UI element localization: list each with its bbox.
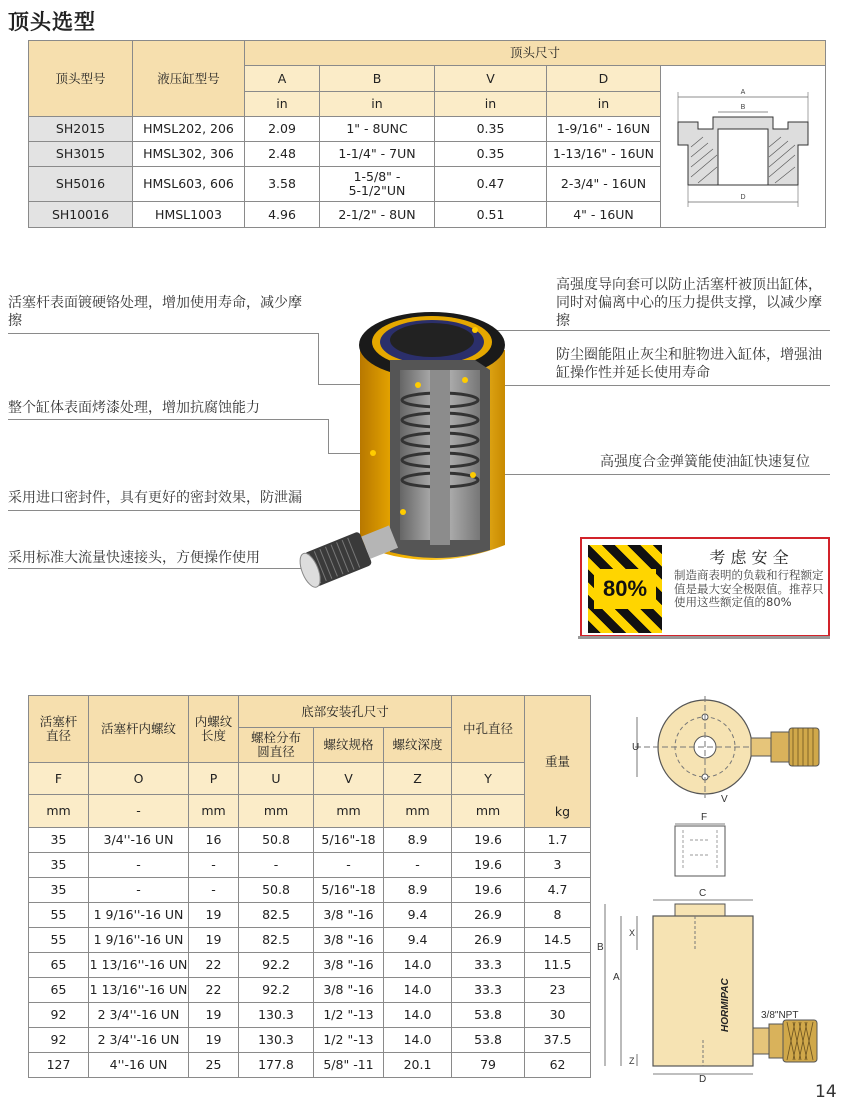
- spec-unit: mm: [189, 795, 239, 828]
- cell-v: 0.35: [435, 117, 547, 142]
- table-row: [29, 953, 591, 978]
- cell-thread-length: 16: [189, 828, 239, 853]
- feature-seals: 采用进口密封件，具有更好的密封效果，防泄漏: [8, 490, 302, 506]
- table-row: [29, 1028, 591, 1053]
- drawing-label-d: D: [699, 1074, 707, 1082]
- cell-weight: 62: [525, 1053, 591, 1078]
- cell-model: SH10016: [29, 202, 133, 228]
- drawing-label-npt: 3/8"NPT: [761, 1010, 799, 1021]
- safety-title: 考 虑 安 全: [709, 548, 789, 567]
- table-row: [29, 903, 591, 928]
- cell-rod-diameter: 55: [29, 903, 89, 928]
- cell-bolt-circle: 130.3: [239, 1003, 314, 1028]
- cell-thread-depth: 14.0: [384, 953, 452, 978]
- col-head-dimensions: 顶头尺寸: [245, 41, 826, 66]
- spec-head-rod-diameter: 活塞杆 直径: [29, 696, 89, 763]
- diagram-label-b: B: [740, 103, 746, 111]
- cell-thread-depth: 20.1: [384, 1053, 452, 1078]
- spec-unit: mm: [384, 795, 452, 828]
- feature-paint: 整个缸体表面烤漆处理，增加抗腐蚀能力: [8, 400, 260, 416]
- letter-z: Z: [384, 763, 452, 795]
- feature-coupler: 采用标准大流量快速接头，方便操作使用: [8, 550, 260, 566]
- spec-head-center-hole: 中孔直径: [452, 696, 525, 763]
- cylinder-cutaway-illustration: [290, 290, 550, 610]
- cell-weight: 23: [525, 978, 591, 1003]
- cell-thread-spec: 1/2 "-13: [314, 1003, 384, 1028]
- cell-b: 1-5/8" - 5-1/2"UN: [320, 167, 435, 202]
- cell-rod-thread: 3/4''-16 UN: [89, 828, 189, 853]
- cell-thread-depth: 14.0: [384, 1003, 452, 1028]
- cell-rod-diameter: 65: [29, 953, 89, 978]
- cell-center-hole: 19.6: [452, 853, 525, 878]
- cell-cylinder: HMSL1003: [133, 202, 245, 228]
- cell-center-hole: 26.9: [452, 928, 525, 953]
- letter-p: P: [189, 763, 239, 795]
- cell-rod-diameter: 35: [29, 828, 89, 853]
- dim-head-v: V: [435, 66, 547, 92]
- cell-d: 4" - 16UN: [547, 202, 661, 228]
- spec-head-thread-spec: 螺纹规格: [314, 728, 384, 763]
- cell-thread-spec: -: [314, 853, 384, 878]
- cell-rod-thread: 1 13/16''-16 UN: [89, 953, 189, 978]
- cell-rod-thread: 1 9/16''-16 UN: [89, 928, 189, 953]
- cell-thread-length: 19: [189, 1003, 239, 1028]
- cell-thread-depth: 14.0: [384, 978, 452, 1003]
- cell-bolt-circle: 82.5: [239, 903, 314, 928]
- cell-center-hole: 26.9: [452, 903, 525, 928]
- cell-thread-depth: 8.9: [384, 828, 452, 853]
- drawing-label-u: U: [632, 742, 640, 753]
- letter-v: V: [314, 763, 384, 795]
- cell-thread-spec: 1/2 "-13: [314, 1028, 384, 1053]
- cylinder-top-view-drawing: [615, 692, 845, 812]
- cylinder-side-view-drawing: [595, 810, 845, 1082]
- spec-unit: mm: [314, 795, 384, 828]
- feature-spring: 高强度合金弹簧能使油缸快速复位: [600, 454, 810, 470]
- unit-v: in: [435, 92, 547, 117]
- safety-text: 制造商表明的负载和行程额定值是最大安全极限值。推荐只使用这些额定值的80%: [674, 568, 824, 609]
- table-row: [29, 878, 591, 903]
- col-head-cylinder: 液压缸型号: [133, 41, 245, 117]
- drawing-brand-label: HORMIPAC: [720, 978, 731, 1032]
- cell-thread-spec: 5/16"-18: [314, 878, 384, 903]
- cell-thread-spec: 3/8 "-16: [314, 928, 384, 953]
- safety-badge: [580, 537, 830, 637]
- spec-head-thread-length: 内螺纹 长度: [189, 696, 239, 763]
- spec-head-bolt-circle: 螺栓分布 圆直径: [239, 728, 314, 763]
- cell-bolt-circle: 177.8: [239, 1053, 314, 1078]
- spec-unit: mm: [239, 795, 314, 828]
- cell-center-hole: 53.8: [452, 1028, 525, 1053]
- feature-wiper: 防尘圈能阻止灰尘和脏物进入缸体，增强油缸操作性并延长使用寿命: [556, 347, 822, 381]
- cell-thread-length: 19: [189, 1028, 239, 1053]
- cell-a: 2.09: [245, 117, 320, 142]
- letter-f: F: [29, 763, 89, 795]
- weight-unit: kg: [554, 804, 571, 819]
- cell-rod-diameter: 55: [29, 928, 89, 953]
- cell-bolt-circle: 92.2: [239, 978, 314, 1003]
- cell-thread-depth: 14.0: [384, 1028, 452, 1053]
- cell-bolt-circle: 50.8: [239, 878, 314, 903]
- table-row: [29, 853, 591, 878]
- table-row: [29, 828, 591, 853]
- cell-rod-diameter: 127: [29, 1053, 89, 1078]
- cell-model: SH2015: [29, 117, 133, 142]
- cell-thread-length: 25: [189, 1053, 239, 1078]
- cell-rod-diameter: 92: [29, 1003, 89, 1028]
- table-row: [29, 928, 591, 953]
- cell-bolt-circle: 92.2: [239, 953, 314, 978]
- drawing-label-f: F: [701, 812, 708, 823]
- cell-d: 2-3/4" - 16UN: [547, 167, 661, 202]
- cell-thread-spec: 3/8 "-16: [314, 903, 384, 928]
- unit-d: in: [547, 92, 661, 117]
- cell-thread-spec: 3/8 "-16: [314, 953, 384, 978]
- page-title: 顶头选型: [8, 10, 96, 34]
- letter-y: Y: [452, 763, 525, 795]
- cell-rod-diameter: 35: [29, 878, 89, 903]
- cell-model: SH3015: [29, 142, 133, 167]
- drawing-label-v: V: [721, 794, 728, 805]
- dim-head-d: D: [547, 66, 661, 92]
- unit-b: in: [320, 92, 435, 117]
- cell-weight: 11.5: [525, 953, 591, 978]
- cell-weight: 1.7: [525, 828, 591, 853]
- cell-d: 1-9/16" - 16UN: [547, 117, 661, 142]
- cell-thread-depth: 9.4: [384, 903, 452, 928]
- head-selection-table: [28, 40, 826, 228]
- cell-center-hole: 19.6: [452, 828, 525, 853]
- dim-head-a: A: [245, 66, 320, 92]
- cell-rod-thread: 1 9/16''-16 UN: [89, 903, 189, 928]
- cell-b: 1" - 8UNC: [320, 117, 435, 142]
- cell-v: 0.47: [435, 167, 547, 202]
- spec-head-rod-thread: 活塞杆内螺纹: [89, 696, 189, 763]
- cell-bolt-circle: 50.8: [239, 828, 314, 853]
- dim-head-b: B: [320, 66, 435, 92]
- spec-head-thread-depth: 螺纹深度: [384, 728, 452, 763]
- cell-rod-thread: 2 3/4''-16 UN: [89, 1028, 189, 1053]
- cell-rod-thread: -: [89, 853, 189, 878]
- cell-thread-spec: 3/8 "-16: [314, 978, 384, 1003]
- head-diagram-cell: [661, 66, 826, 228]
- cell-weight: 37.5: [525, 1028, 591, 1053]
- cell-bolt-circle: -: [239, 853, 314, 878]
- cell-weight: 14.5: [525, 928, 591, 953]
- cell-thread-depth: -: [384, 853, 452, 878]
- cell-weight: 4.7: [525, 878, 591, 903]
- cell-weight: 3: [525, 853, 591, 878]
- drawing-label-a: A: [613, 972, 620, 983]
- cell-rod-diameter: 65: [29, 978, 89, 1003]
- drawing-label-z: Z: [629, 1056, 635, 1066]
- table-row: [29, 1053, 591, 1078]
- cell-a: 2.48: [245, 142, 320, 167]
- cell-model: SH5016: [29, 167, 133, 202]
- cell-a: 3.58: [245, 167, 320, 202]
- drawing-label-x: X: [629, 928, 636, 938]
- letter-o: O: [89, 763, 189, 795]
- safety-percent-label: 80%: [594, 569, 656, 609]
- feature-guide-sleeve: 高强度导向套可以防止活塞杆被顶出缸体，同时对偏离中心的压力提供支撑，以减少摩擦: [556, 277, 822, 329]
- letter-u: U: [239, 763, 314, 795]
- cell-cylinder: HMSL202, 206: [133, 117, 245, 142]
- spec-head-weight: 重量: [525, 696, 591, 828]
- cell-rod-thread: 2 3/4''-16 UN: [89, 1003, 189, 1028]
- cell-rod-diameter: 35: [29, 853, 89, 878]
- cell-thread-depth: 9.4: [384, 928, 452, 953]
- cell-rod-thread: -: [89, 878, 189, 903]
- spec-unit: mm: [452, 795, 525, 828]
- cell-rod-diameter: 92: [29, 1028, 89, 1053]
- cell-center-hole: 33.3: [452, 953, 525, 978]
- cell-thread-length: 19: [189, 903, 239, 928]
- diagram-label-a: A: [740, 88, 746, 96]
- spec-unit: -: [89, 795, 189, 828]
- cell-v: 0.51: [435, 202, 547, 228]
- cell-rod-thread: 4''-16 UN: [89, 1053, 189, 1078]
- cell-weight: 8: [525, 903, 591, 928]
- spec-unit: mm: [29, 795, 89, 828]
- cell-thread-length: 19: [189, 928, 239, 953]
- cell-weight: 30: [525, 1003, 591, 1028]
- cell-center-hole: 19.6: [452, 878, 525, 903]
- cell-d: 1-13/16" - 16UN: [547, 142, 661, 167]
- cell-center-hole: 53.8: [452, 1003, 525, 1028]
- cell-thread-spec: 5/16"-18: [314, 828, 384, 853]
- page-number: 14: [815, 1082, 837, 1102]
- cell-center-hole: 33.3: [452, 978, 525, 1003]
- table-row: [29, 978, 591, 1003]
- cell-v: 0.35: [435, 142, 547, 167]
- cell-bolt-circle: 82.5: [239, 928, 314, 953]
- cell-thread-depth: 8.9: [384, 878, 452, 903]
- cell-a: 4.96: [245, 202, 320, 228]
- cell-center-hole: 79: [452, 1053, 525, 1078]
- cell-thread-length: -: [189, 853, 239, 878]
- unit-a: in: [245, 92, 320, 117]
- cell-thread-length: 22: [189, 953, 239, 978]
- cell-cylinder: HMSL603, 606: [133, 167, 245, 202]
- cell-rod-thread: 1 13/16''-16 UN: [89, 978, 189, 1003]
- head-cross-section-diagram: [663, 67, 823, 227]
- cylinder-spec-table: [28, 695, 591, 1078]
- cell-b: 2-1/2" - 8UN: [320, 202, 435, 228]
- table-row: [29, 1003, 591, 1028]
- cell-thread-spec: 5/8" -11: [314, 1053, 384, 1078]
- cell-thread-length: 22: [189, 978, 239, 1003]
- drawing-label-c: C: [699, 888, 707, 899]
- col-head-model: 顶头型号: [29, 41, 133, 117]
- feature-chrome-rod: 活塞杆表面镀硬铬处理，增加使用寿命，减少摩擦: [8, 295, 302, 329]
- drawing-label-b: B: [597, 942, 604, 953]
- cell-cylinder: HMSL302, 306: [133, 142, 245, 167]
- diagram-label-d: D: [740, 193, 746, 201]
- cell-thread-length: -: [189, 878, 239, 903]
- cell-b: 1-1/4" - 7UN: [320, 142, 435, 167]
- cell-bolt-circle: 130.3: [239, 1028, 314, 1053]
- spec-head-base-holes: 底部安装孔尺寸: [239, 696, 452, 728]
